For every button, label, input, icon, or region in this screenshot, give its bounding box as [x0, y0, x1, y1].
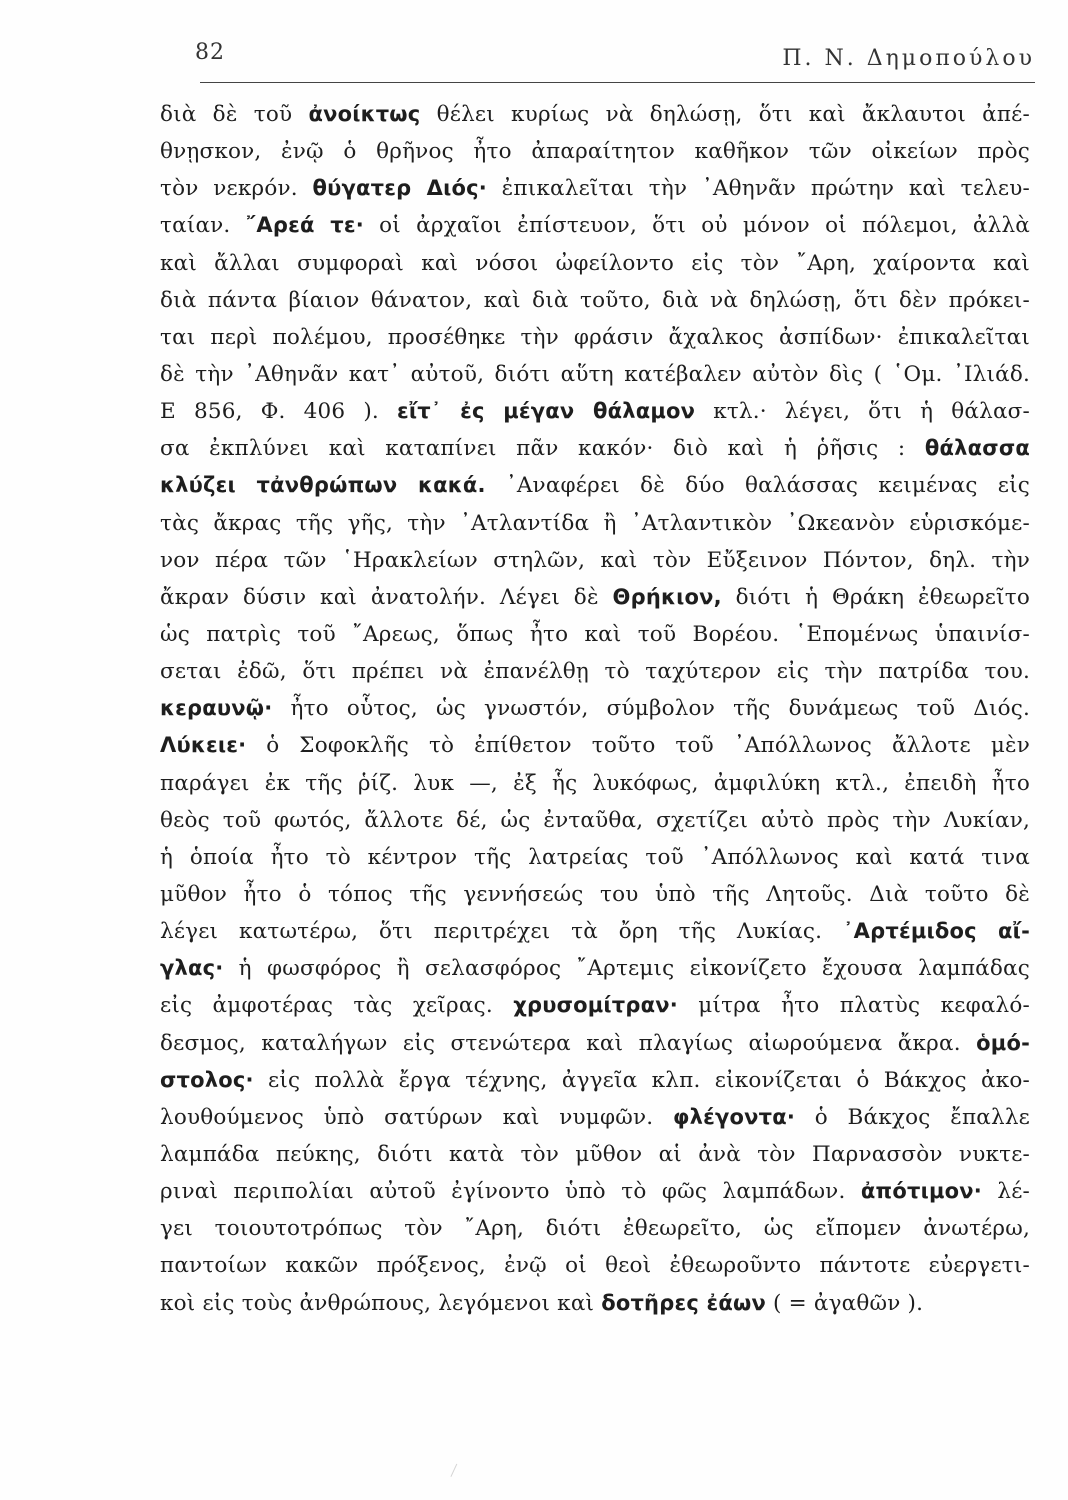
- text-line: [160, 1025, 1030, 1062]
- page-number: 82: [195, 40, 225, 65]
- text-run: ἡ ὁποία ἦτο τὸ κέντρον τῆς λατρείας τοῦ ᾿Απόλλωνος καὶ κατά τινα: [160, 844, 1030, 870]
- text-run: ἡ φωσφόρος ἢ σελασφόρος ῎Αρτεμις εἰκονίζετο ἔχουσα λαμπάδας: [223, 956, 1030, 982]
- text-run: Ε 856, Φ. 406 ).: [160, 399, 398, 425]
- text-run: μῦθον ἦτο ὁ τόπος τῆς γεννήσεώς του ὑπὸ τῆς Λητοῦς. Διὰ τοῦτο δὲ: [160, 881, 1030, 907]
- text-run: λέ-: [981, 1179, 1030, 1205]
- text-run: ᾿Αναφέρει δὲ δύο θαλάσσας κειμένας εἰς: [485, 473, 1031, 499]
- text-run: λέγει κατωτέρω, ὅτι περιτρέχει τὰ ὄρη τῆς Λυκίας.: [160, 919, 843, 945]
- text-run: ταίαν.: [160, 213, 246, 239]
- text-line: [160, 1285, 1030, 1322]
- text-line: [160, 542, 1030, 579]
- commentary-text: [160, 96, 1030, 1322]
- text-run: οἱ ἀρχαῖοι ἐπίστευον, ὅτι οὐ μόνον οἱ πόλεμοι, ἀλλὰ: [363, 213, 1030, 239]
- text-line: [160, 1136, 1030, 1173]
- text-line: [160, 505, 1030, 542]
- text-line: [160, 430, 1030, 467]
- lemma: εἴτ᾿ ἐς μέγαν θάλαμον: [397, 399, 696, 424]
- lemma: θάλασσα: [924, 436, 1030, 461]
- header-rule: [200, 82, 1035, 83]
- text-run: ( = ἀγαθῶν ).: [765, 1290, 924, 1316]
- text-line: [160, 987, 1030, 1024]
- text-run: μίτρα ἦτο πλατὺς κεφαλό-: [677, 993, 1030, 1019]
- lemma: δοτῆρες ἐάων: [601, 1290, 766, 1315]
- running-head: Π. Ν. Δημοπούλου: [782, 46, 1035, 71]
- lemma: κλύζει τἀνθρώπων κακά.: [160, 473, 486, 498]
- text-run: κτλ.· λέγει, ὅτι ἡ θάλασ-: [695, 399, 1031, 425]
- text-line: [160, 207, 1030, 244]
- text-run: ἐπικαλεῖται τὴν ᾿Αθηνᾶν πρώτην καὶ τελευ-: [486, 176, 1030, 202]
- text-line: [160, 950, 1030, 987]
- text-line: [160, 913, 1030, 950]
- text-line: [160, 690, 1030, 727]
- text-run: εἰς πολλὰ ἔργα τέχνης, ἀγγεῖα κλπ. εἰκονίζεται ὁ Βάκχος ἀκο-: [253, 1067, 1030, 1093]
- text-line: [160, 1099, 1030, 1136]
- text-line: [160, 245, 1030, 282]
- text-run: σα ἐκπλύνει καὶ καταπίνει πᾶν κακόν· διὸ καὶ ἡ ῥῆσις :: [160, 436, 925, 462]
- text-run: διὰ δὲ τοῦ: [160, 102, 309, 127]
- text-run: παράγει ἐκ τῆς ῥίζ. λυκ —, ἐξ ἧς λυκόφως, ἀμφιλύκη κτλ., ἐπειδὴ ἦτο: [160, 770, 1030, 796]
- text-run: διότι ἡ Θράκη ἐθεωρεῖτο: [721, 584, 1030, 610]
- page-header: [195, 40, 1035, 80]
- text-run: ριναὶ περιπολίαι αὐτοῦ ἐγίνοντο ὑπὸ τὸ φῶς λαμπάδων.: [160, 1179, 861, 1205]
- text-line: [160, 802, 1030, 839]
- text-run: νον πέρα τῶν ῾Ηρακλείων στηλῶν, καὶ τὸν Εὔξεινον Πόντον, δηλ. τὴν: [160, 547, 1030, 573]
- text-run: ἦτο οὗτος, ὡς γνωστόν, σύμβολον τῆς δυνάμεως τοῦ Διός.: [272, 696, 1030, 722]
- text-run: δεσμος, καταλήγων εἰς στενώτερα καὶ πλαγίως αἰωρούμενα ἄκρα.: [160, 1030, 977, 1056]
- text-line: [160, 133, 1030, 170]
- text-run: καὶ ἄλλαι συμφοραὶ καὶ νόσοι ὠφείλοντο εἰς τὸν ῎Αρη, χαίροντα καὶ: [160, 250, 1030, 276]
- text-run: ται περὶ πολέμου, προσέθηκε τὴν φράσιν ἄχαλκος ἀσπίδων· ἐπικαλεῖται: [160, 324, 1030, 350]
- lemma: ᾿Αρτέμιδος αἴ-: [842, 919, 1030, 944]
- lemma: ὁμό-: [976, 1030, 1030, 1055]
- text-run: σεται ἐδῶ, ὅτι πρέπει νὰ ἐπανέλθῃ τὸ ταχύτερον εἰς τὴν πατρίδα του.: [160, 659, 1030, 685]
- lemma: Λύκειε·: [160, 733, 247, 758]
- text-line: [160, 170, 1030, 207]
- text-run: θεὸς τοῦ φωτός, ἄλλοτε δέ, ὡς ἐνταῦθα, σχετίζει αὐτὸ πρὸς τὴν Λυκίαν,: [160, 807, 1030, 833]
- scan-mark: [450, 1464, 464, 1480]
- lemma: θύγατερ Διός·: [312, 176, 487, 201]
- text-line: [160, 616, 1030, 653]
- text-run: τὸν νεκρόν.: [160, 176, 313, 202]
- text-line: [160, 727, 1030, 764]
- lemma: χρυσομίτραν·: [513, 993, 678, 1018]
- lemma: Θρήκιον,: [612, 584, 722, 609]
- lemma: ῎Αρεά τε·: [245, 213, 364, 238]
- text-line: [160, 1173, 1030, 1210]
- text-run: ὡς πατρὶς τοῦ ῎Αρεως, ὅπως ἦτο καὶ τοῦ Βορέου. ῾Επομένως ὑπαινίσ-: [160, 621, 1030, 647]
- lemma: γλας·: [160, 956, 224, 981]
- text-line: [160, 839, 1030, 876]
- text-run: θέλει κυρίως νὰ δηλώσῃ, ὅτι καὶ ἄκλαυτοι ἀπέ-: [420, 102, 1030, 127]
- text-line: [160, 1062, 1030, 1099]
- lemma: στολος·: [160, 1067, 254, 1092]
- text-line: [160, 653, 1030, 690]
- text-run: παντοίων κακῶν πρόξενος, ἐνῷ οἱ θεοὶ ἐθεωροῦντο πάντοτε εὐεργετι-: [160, 1253, 1030, 1279]
- text-line: [160, 765, 1030, 802]
- text-run: θνῃσκον, ἐνῷ ὁ θρῆνος ἦτο ἀπαραίτητον καθῆκον τῶν οἰκείων πρὸς: [160, 139, 1030, 165]
- text-line: [160, 356, 1030, 393]
- text-run: τὰς ἄκρας τῆς γῆς, τὴν ᾿Ατλαντίδα ἢ ᾿Ατλαντικὸν ᾿Ωκεανὸν εὑρισκόμε-: [160, 510, 1030, 536]
- text-line: [160, 467, 1030, 504]
- text-run: λουθούμενος ὑπὸ σατύρων καὶ νυμφῶν.: [160, 1104, 673, 1130]
- text-line: [160, 876, 1030, 913]
- text-run: γει τοιουτοτρόπως τὸν ῎Αρη, διότι ἐθεωρεῖτο, ὡς εἴπομεν ἀνωτέρω,: [160, 1216, 1030, 1242]
- text-line: [160, 1210, 1030, 1247]
- text-run: λαμπάδα πεύκης, διότι κατὰ τὸν μῦθον αἱ ἀνὰ τὸν Παρνασσὸν νυκτε-: [160, 1141, 1030, 1167]
- text-run: δὲ τὴν ᾿Αθηνᾶν κατ᾿ αὐτοῦ, διότι αὕτη κατέβαλεν αὐτὸν δὶς ( ῾Ομ. ᾿Ιλιάδ.: [160, 361, 1030, 387]
- text-run: ὁ Βάκχος ἔπαλλε: [795, 1104, 1030, 1130]
- text-run: εἰς ἀμφοτέρας τὰς χεῖρας.: [160, 993, 514, 1019]
- text-line: [160, 393, 1030, 430]
- text-line: [160, 1247, 1030, 1284]
- text-run: διὰ πάντα βίαιον θάνατον, καὶ διὰ τοῦτο, διὰ νὰ δηλώσῃ, ὅτι δὲν πρόκει-: [160, 287, 1030, 313]
- text-line: [160, 579, 1030, 616]
- lemma: ἀπότιμον·: [860, 1179, 982, 1204]
- text-line: [160, 96, 1030, 133]
- lemma: φλέγοντα·: [672, 1104, 796, 1129]
- text-line: [160, 319, 1030, 356]
- lemma: ἀνοίκτως: [308, 102, 421, 126]
- text-run: ὁ Σοφοκλῆς τὸ ἐπίθετον τοῦτο τοῦ ᾿Απόλλωνος ἄλλοτε μὲν: [246, 733, 1030, 759]
- lemma: κεραυνῷ·: [160, 696, 273, 721]
- text-line: [160, 282, 1030, 319]
- text-run: ἄκραν δύσιν καὶ ἀνατολήν. Λέγει δὲ: [160, 584, 613, 610]
- text-run: κοὶ εἰς τοὺς ἀνθρώπους, λεγόμενοι καὶ: [160, 1290, 602, 1316]
